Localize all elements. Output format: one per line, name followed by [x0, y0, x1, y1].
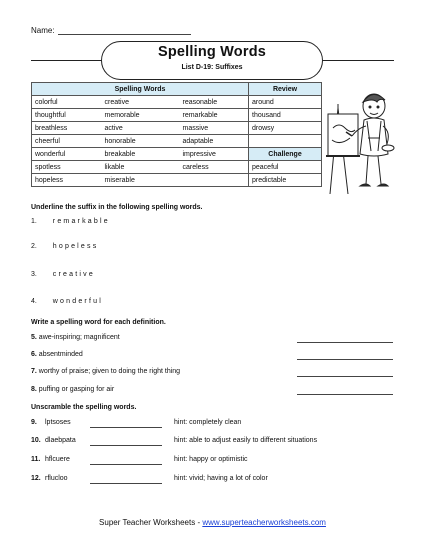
- word-cell: impressive: [180, 148, 249, 161]
- name-row: [31, 26, 191, 35]
- word-cell: careless: [180, 161, 249, 174]
- word-cell: cheerful: [32, 135, 102, 148]
- underline-word[interactable]: remarkable: [52, 218, 110, 225]
- table-row: [32, 109, 322, 122]
- answer-blank[interactable]: [90, 438, 162, 446]
- word-cell: likable: [102, 161, 180, 174]
- definition-text: puffing or gasping for air: [38, 386, 115, 393]
- word-cell: wonderful: [32, 148, 102, 161]
- review-empty: [249, 135, 322, 148]
- answer-blank[interactable]: [297, 387, 393, 395]
- section1-heading: Underline the suffix in the following spelling words.: [31, 204, 203, 211]
- footer-link[interactable]: www.superteacherworksheets.com: [202, 518, 326, 527]
- answer-blank[interactable]: [297, 352, 393, 360]
- word-cell: breathless: [32, 122, 102, 135]
- scrambled-word: dlaebpata: [45, 437, 76, 444]
- word-cell: memorable: [102, 109, 180, 122]
- scrambled-word: lptsoses: [45, 419, 71, 426]
- painter-illustration: [324, 88, 398, 196]
- review-word: thousand: [249, 109, 322, 122]
- word-cell: [180, 174, 249, 187]
- answer-blank[interactable]: [297, 335, 393, 343]
- underline-item-4: [31, 298, 103, 305]
- definition-item-8: [31, 386, 114, 393]
- answer-blank[interactable]: [90, 476, 162, 484]
- worksheet-title: Spelling Words: [157, 44, 267, 60]
- underline-item-2: [31, 243, 98, 250]
- item-number: 11.: [31, 456, 41, 463]
- word-cell: honorable: [102, 135, 180, 148]
- challenge-header: Challenge: [249, 148, 322, 161]
- section3-heading: Unscramble the spelling words.: [31, 404, 137, 411]
- name-label: Name:: [31, 26, 55, 35]
- name-field[interactable]: [58, 26, 191, 35]
- word-cell: miserable: [102, 174, 180, 187]
- footer-text: Super Teacher Worksheets -: [99, 518, 203, 527]
- challenge-word: predictable: [249, 174, 322, 187]
- section2-heading: Write a spelling word for each definition.: [31, 319, 166, 326]
- definition-text: awe-inspiring; magnificent: [38, 334, 120, 341]
- item-number: 4.: [31, 298, 37, 305]
- answer-blank[interactable]: [90, 457, 162, 465]
- definition-text: absentminded: [38, 351, 83, 358]
- definition-item-7: [31, 368, 180, 375]
- review-header: Review: [249, 83, 322, 96]
- scrambled-word: hflcuere: [45, 456, 70, 463]
- answer-blank[interactable]: [297, 369, 393, 377]
- item-number: 5.: [31, 334, 37, 341]
- definition-text: worthy of praise; given to doing the right thing: [38, 368, 181, 375]
- spelling-words-table: [31, 82, 322, 187]
- hint-text: hint: happy or optimistic: [174, 456, 248, 463]
- item-number: 6.: [31, 351, 37, 358]
- challenge-word: peaceful: [249, 161, 322, 174]
- word-cell: adaptable: [180, 135, 249, 148]
- item-number: 10.: [31, 437, 41, 444]
- item-number: 3.: [31, 271, 37, 278]
- table-row: [32, 96, 322, 109]
- underline-item-3: [31, 271, 95, 278]
- word-cell: active: [102, 122, 180, 135]
- hint-text: hint: completely clean: [174, 419, 242, 426]
- table-row: [32, 174, 322, 187]
- answer-blank[interactable]: [90, 420, 162, 428]
- word-cell: massive: [180, 122, 249, 135]
- review-word: drowsy: [249, 122, 322, 135]
- item-number: 12.: [31, 475, 41, 482]
- word-cell: creative: [102, 96, 180, 109]
- item-number: 9.: [31, 419, 37, 426]
- table-row: [32, 148, 322, 161]
- word-cell: thoughtful: [32, 109, 102, 122]
- table-row: [32, 135, 322, 148]
- review-word: around: [249, 96, 322, 109]
- word-cell: remarkable: [180, 109, 249, 122]
- item-number: 7.: [31, 368, 37, 375]
- word-cell: spotless: [32, 161, 102, 174]
- word-cell: reasonable: [180, 96, 249, 109]
- definition-item-5: [31, 334, 120, 341]
- underline-item-1: [31, 218, 110, 225]
- hint-text: hint: vivid; having a lot of color: [174, 475, 268, 482]
- underline-word[interactable]: hopeless: [52, 243, 99, 250]
- spelling-words-header: Spelling Words: [32, 83, 249, 96]
- underline-word[interactable]: creative: [52, 271, 95, 278]
- word-cell: breakable: [102, 148, 180, 161]
- underline-word[interactable]: wonderful: [52, 298, 103, 305]
- footer: [0, 518, 425, 527]
- scrambled-word: rflucloo: [45, 475, 68, 482]
- word-cell: hopeless: [32, 174, 102, 187]
- item-number: 2.: [31, 243, 37, 250]
- worksheet-subtitle: List D-19: Suffixes: [181, 64, 243, 71]
- item-number: 1.: [31, 218, 37, 225]
- hint-text: hint: able to adjust easily to different situations: [174, 437, 318, 444]
- table-row: [32, 161, 322, 174]
- definition-item-6: [31, 351, 83, 358]
- word-cell: colorful: [32, 96, 102, 109]
- item-number: 8.: [31, 386, 37, 393]
- table-row: [32, 122, 322, 135]
